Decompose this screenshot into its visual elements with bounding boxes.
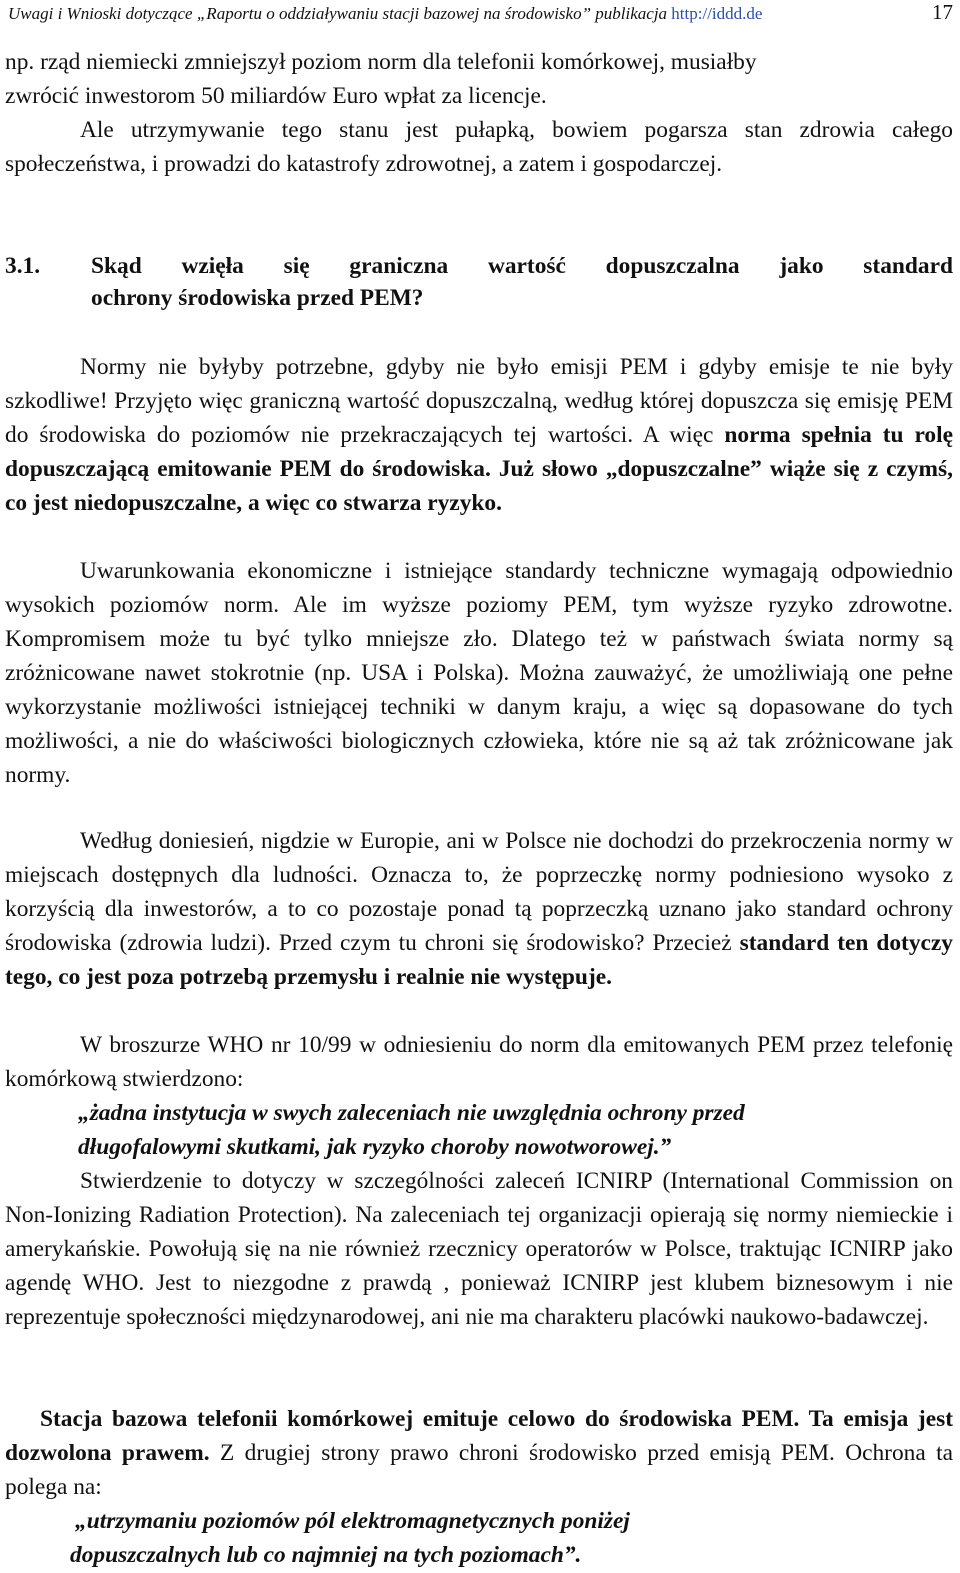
page-number: 17 — [932, 0, 953, 24]
intro-line-1: np. rząd niemiecki zmniejszył poziom norm dla telefonii komórkowej, musiałby — [5, 49, 757, 75]
emphasis-norm-role: norma spełnia tu rolę dopuszczającą emitowanie PEM do środowiska. Już słowo „dopuszczalne” wiąże się z czymś, co jest niedopuszczalne, a więc co stwarza ryzyko. — [5, 422, 953, 516]
header-link[interactable]: http://iddd.de — [671, 4, 763, 23]
paragraph-reports: Według doniesień, nigdzie w Europie, ani w Polsce nie dochodzi do przekroczenia normy w miejscach dostępnych dla ludności. Oznacza to, że poprzeczkę normy podniesiono wysoko z korzyścią dla inwestorów, a to co pozostaje ponad tą poprzeczką uznano jako standard ochrony środowiska (zdrowia ludzi). Przed czym tu chroni się środowisko? Przecież standard ten dotyczy tego, co jest poza potrzebą przemysłu i realnie nie występuje. — [5, 828, 953, 990]
running-title: Uwagi i Wnioski dotyczące „Raportu o oddziaływaniu stacji bazowej na środowisko” publikacja http://iddd.de — [8, 4, 763, 23]
paragraph-economics: Uwarunkowania ekonomiczne i istniejące standardy techniczne wymagają odpowiednio wysokich poziomów norm. Ale im wyższe poziomy PEM, tym wyższe ryzyko zdrowotne. Kompromisem może tu być tylko mniejsze zło. Dlatego też w państwach świata normy są zróżnicowane nawet stokrotnie (np. USA i Polska). Można zauważyć, że umożliwiają one pełne wykorzystanie możliwości istniejącej techniki w danym kraju, a więc są dopasowane do tych możliwości, a nie do właściwości biologicznych człowieka, które nie są aż tak zróżnicowane jak normy. — [5, 558, 953, 788]
paragraph-icnirp: Stwierdzenie to dotyczy w szczególności zaleceń ICNIRP (International Commission on Non-Ionizing Radiation Protection). Na zaleceniach tej organizacji opierają się normy niemieckie i amerykańskie. Powołują się na nie również rzecznicy operatorów w Polsce, traktując ICNIRP jako agendę WHO. Jest to niezgodne z prawdą , ponieważ ICNIRP jest klubem biznesowym i nie reprezentuje społeczności międzynarodowej, ani nie ma charakteru placówki naukowo-badawczej. — [5, 1168, 953, 1330]
emphasis-base-station: Stacja bazowa telefonii komórkowej emituje celowo do środowiska PEM. Ta emisja jest dozwolona prawem. — [5, 1406, 953, 1466]
paragraph-base-station: Stacja bazowa telefonii komórkowej emituje celowo do środowiska PEM. Ta emisja jest dozwolona prawem. Z drugiej strony prawo chroni środowisko przed emisją PEM. Ochrona ta polega na: — [5, 1406, 953, 1500]
paragraph-norms: Normy nie byłyby potrzebne, gdyby nie było emisji PEM i gdyby emisje te nie były szkodliwe! Przyjęto więc graniczną wartość dopuszczalną, według której dopuszcza się emisję PEM do środowiska do poziomów nie przekraczających tej wartości. A więc norma spełnia tu rolę dopuszczającą emitowanie PEM do środowiska. Już słowo „dopuszczalne” wiąże się z czymś, co jest niedopuszczalne, a więc co stwarza ryzyko. — [5, 354, 953, 516]
paragraph-who: W broszurze WHO nr 10/99 w odniesieniu do norm dla emitowanych PEM przez telefonię komórkową stwierdzono: — [5, 1032, 953, 1092]
section-title-line-1: Skąd wzięła się graniczna wartość dopuszczalna jako standard — [91, 253, 953, 279]
intro-line-2: zwrócić inwestorom 50 miliardów Euro wpłat za licencje. — [5, 83, 547, 109]
quote-who: „żadna instytucja w swych zaleceniach nie uwzględnia ochrony przed długofalowymi skutkami, jak ryzyko choroby nowotworowej.” — [78, 1100, 745, 1160]
running-header — [8, 0, 953, 29]
section-title-line-2: ochrony środowiska przed PEM? — [91, 285, 424, 311]
emphasis-standard: standard ten dotyczy tego, co jest poza potrzebą przemysłu i realnie nie występuje. — [5, 930, 953, 990]
section-number: 3.1. — [5, 253, 41, 279]
quote-law: „utrzymaniu poziomów pól elektromagnetycznych poniżej dopuszczalnych lub co najmniej na tych poziomach”. — [70, 1508, 630, 1568]
intro-paragraph: Ale utrzymywanie tego stanu jest pułapką, bowiem pogarsza stan zdrowia całego społeczeństwa, i prowadzi do katastrofy zdrowotnej, a zatem i gospodarczej. — [5, 117, 953, 177]
